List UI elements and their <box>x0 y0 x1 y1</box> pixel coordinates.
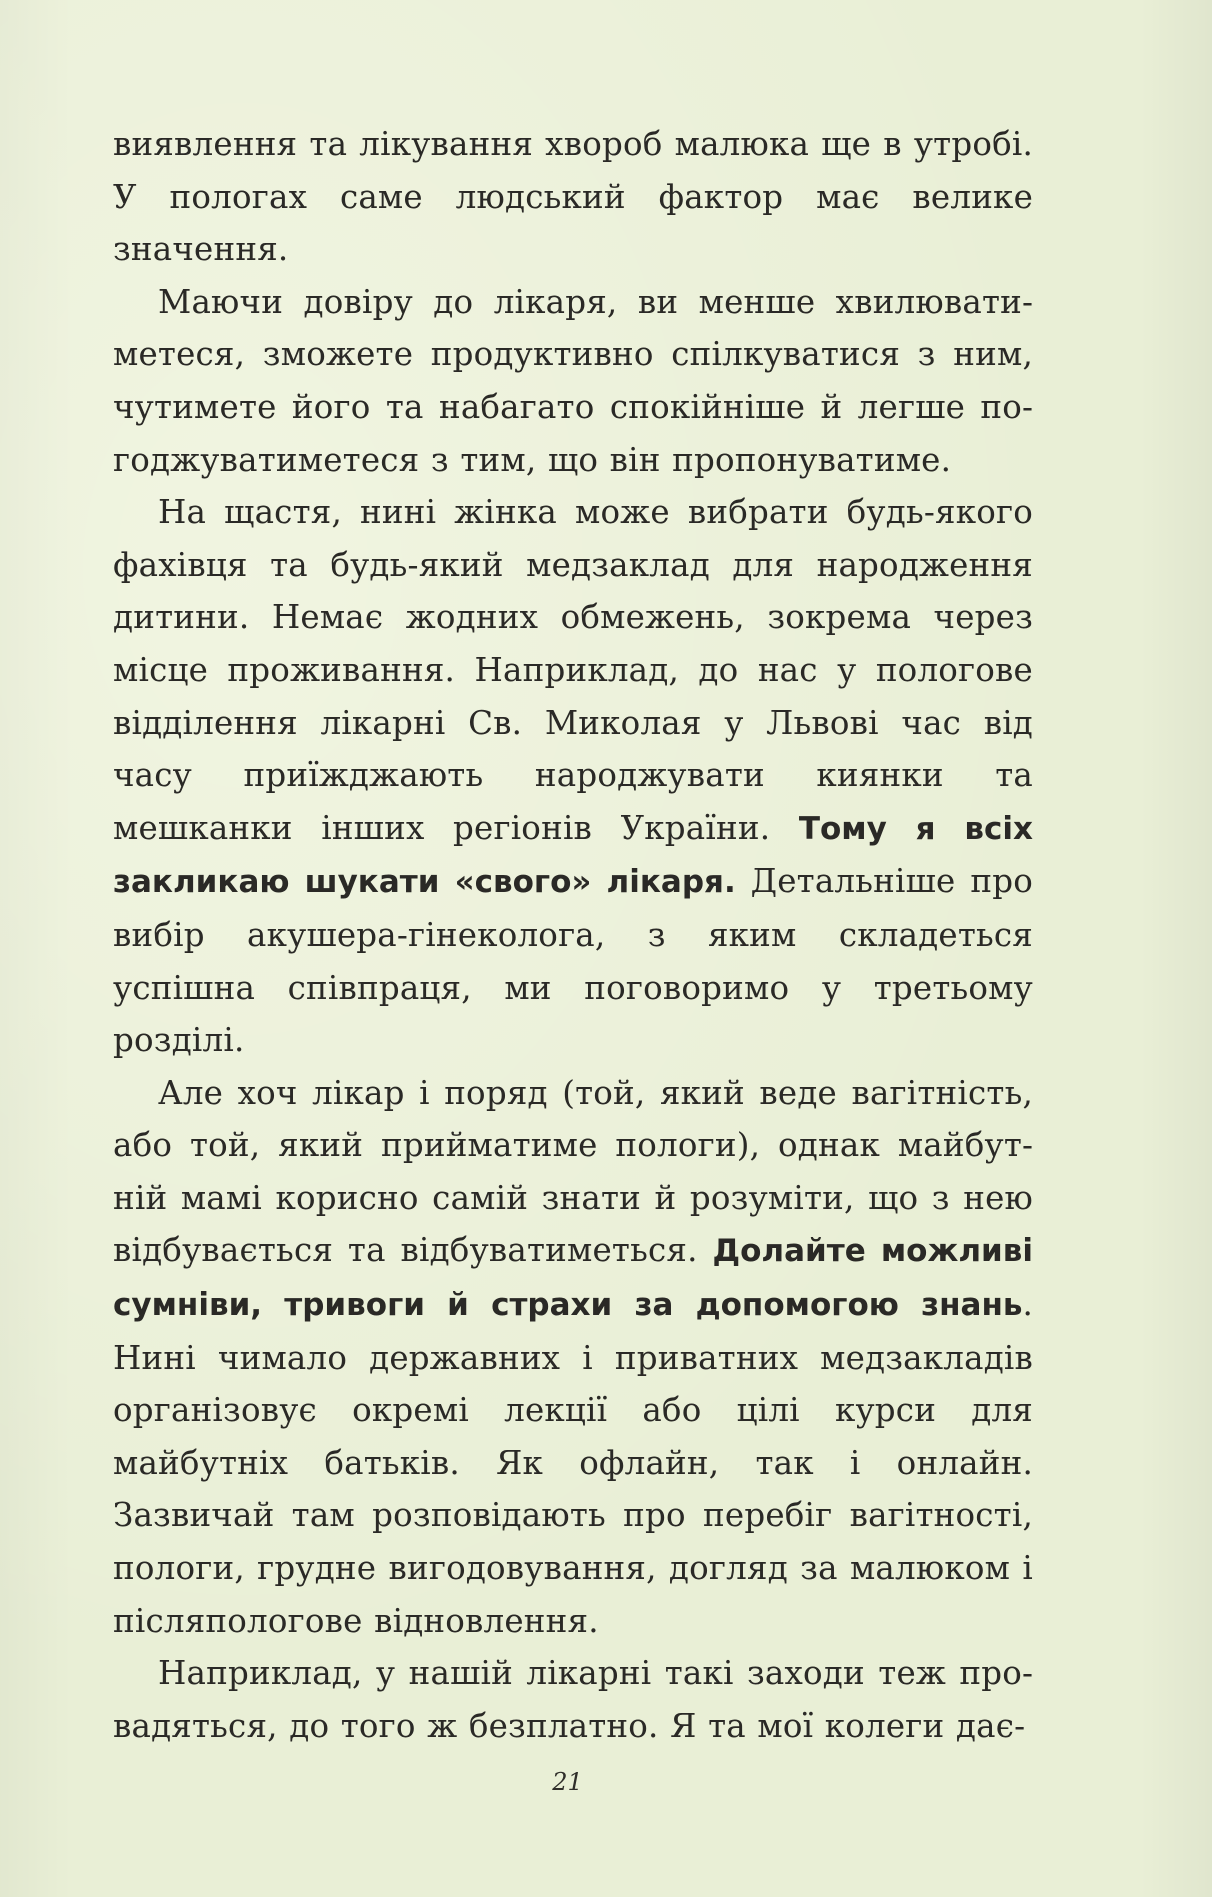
paragraph-3-run-3: Детальніше про вибір акушера-гінеколога, з яким складеться успішна співпраця, ми поговоримо у третьому розділі. <box>113 862 1033 1060</box>
paragraph-5-run-1: Наприклад, у нашій лікарні такі заходи теж провадяться, до того ж безплатно. Я та мої колеги дає- <box>113 1654 1033 1745</box>
paragraph-4-run-3: . Нині чимало державних і приватних медзакладів організовує окремі лекції або цілі курси для майбутніх батьків. Як офлайн, так і онлайн. Зазвичай там розповідають про перебіг вагітності, пологи, грудне вигодовування, догляд за малюком і післяпологове відновлення. <box>113 1285 1033 1640</box>
paragraph-4 <box>113 1067 1033 1648</box>
paragraph-1-run-1: виявлення та лікування хвороб малюка ще в утробі. У пологах саме людський фактор має велике значення. <box>113 125 1033 269</box>
paragraph-3-bold-run: Тому я всіх закликаю шукати «свого» лікаря. <box>113 810 1033 901</box>
paragraph-2 <box>113 276 1033 486</box>
paragraph-2-run-1: Маючи довіру до лікаря, ви менше хвилюватиметеся, зможете продуктивно спілкуватися з ним, чутимете його та набагато спокійніше й легше погоджуватиметеся з тим, що він пропонуватиме. <box>113 282 1033 479</box>
paragraph-3-run-1: На щастя, нині жінка може вибрати будь-якого фахівця та будь-який медзаклад для народження дитини. Немає жодних обмежень, зокрема через місце проживання. Наприклад, до нас у пологове відділення лікарні Св. Миколая у Львові час від часу приїжджають народжувати киянки та мешканки інших регіонів України. <box>113 493 1033 847</box>
paragraph-1 <box>113 118 1033 276</box>
paragraph-4-bold-run: Долайте можливі сумніви, тривоги й страхи за допомогою знань <box>113 1233 1033 1324</box>
paragraph-4-run-1: Але хоч лікар і поряд (той, який веде вагітність, або той, який прийматиме пологи), однак майбутній мамі корисно самій знати й розуміти, що з нею відбувається та відбуватиметься. <box>113 1073 1033 1270</box>
paragraph-3 <box>113 486 1033 1067</box>
page-number: 21 <box>552 1768 583 1796</box>
page-body <box>113 118 1033 1752</box>
paragraph-5 <box>113 1647 1033 1752</box>
